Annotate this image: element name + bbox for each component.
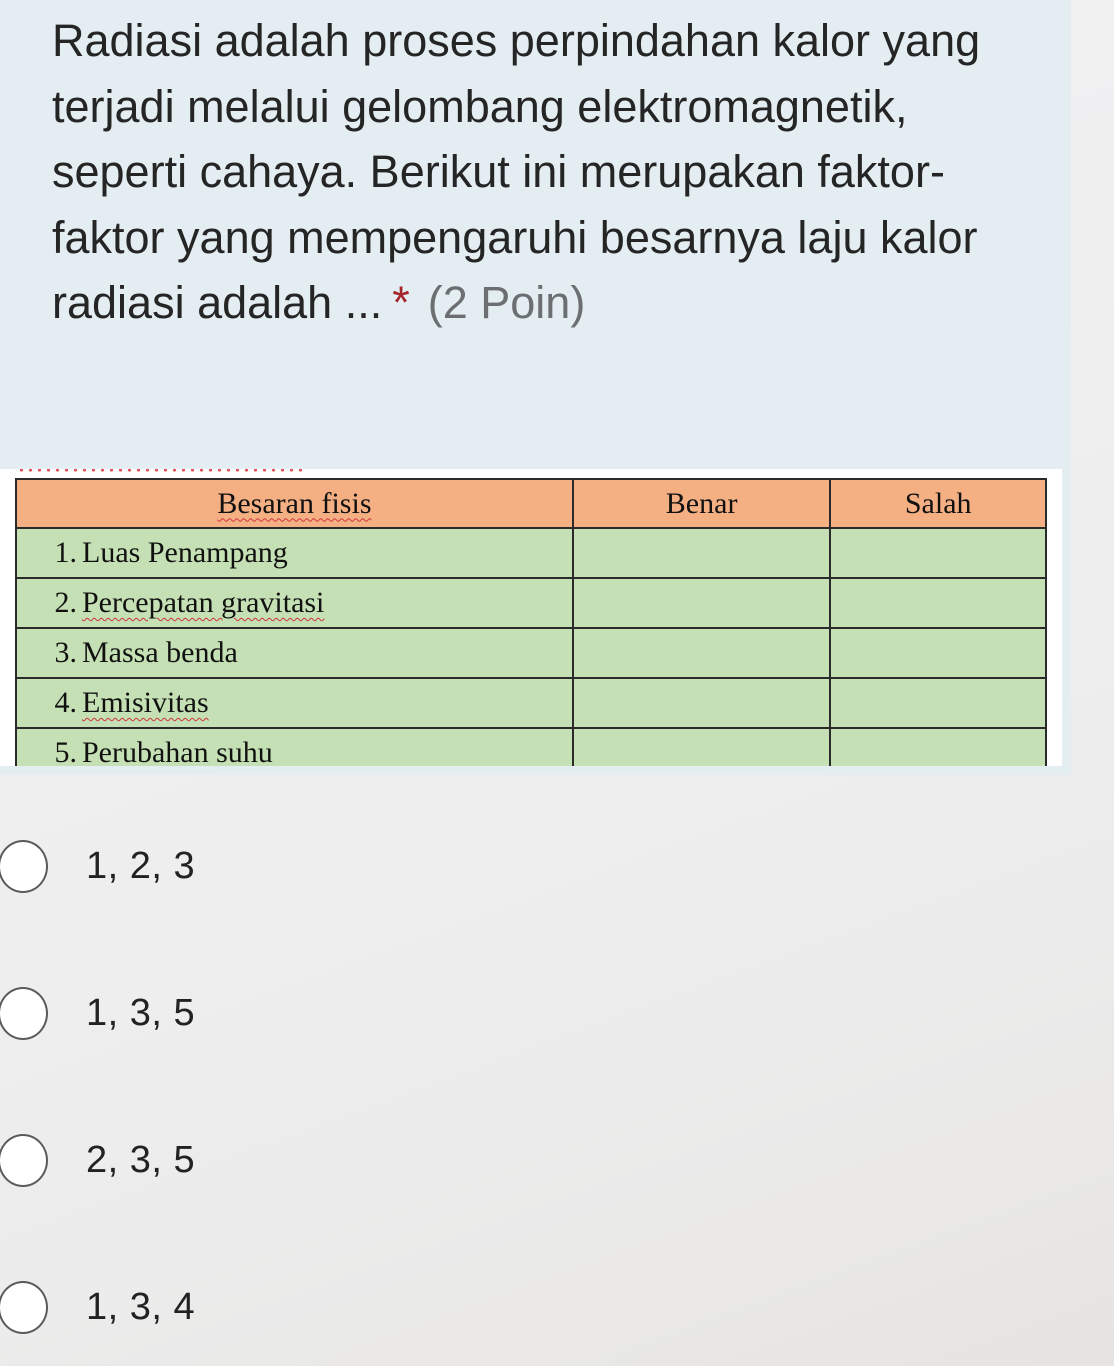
table-row (16, 628, 1046, 678)
cell-quantity: 4. Emisivitas (16, 678, 573, 728)
answer-option-3[interactable] (0, 1130, 195, 1190)
cell-salah (830, 728, 1046, 766)
table-row (16, 678, 1046, 728)
required-asterisk: * (392, 277, 410, 328)
physics-quantities-table (15, 478, 1047, 766)
cell-salah (830, 628, 1046, 678)
answer-option-2[interactable] (0, 983, 195, 1043)
table-row (16, 578, 1046, 628)
cell-quantity: 5. Perubahan suhu (16, 728, 573, 766)
header-salah: Salah (830, 479, 1046, 528)
option-label[interactable]: 1, 3, 4 (86, 1285, 196, 1328)
table-header-row (16, 479, 1046, 528)
cell-quantity: 3. Massa benda (16, 628, 573, 678)
cell-quantity: 2. Percepatan gravitasi (16, 578, 573, 628)
points-label: (2 Poin) (427, 277, 586, 328)
answer-option-1[interactable] (0, 836, 195, 896)
answer-option-4[interactable] (0, 1277, 195, 1337)
radio-button-icon[interactable] (0, 840, 48, 893)
cell-quantity: 1. Luas Penampang (16, 528, 573, 578)
cell-benar (573, 628, 831, 678)
table-row (16, 728, 1046, 766)
radio-button-icon[interactable] (0, 987, 48, 1040)
question-text: Radiasi adalah proses perpindahan kalor yang terjadi melalui gelombang elektromagnetik, seperti cahaya. Berikut ini merupakan faktor-faktor yang mempengaruhi besarnya laju kalor radiasi adalah ... (52, 15, 981, 328)
spellcheck-underline (17, 469, 302, 473)
option-label[interactable]: 1, 3, 5 (86, 991, 196, 1034)
cell-salah (830, 578, 1046, 628)
option-label[interactable]: 2, 3, 5 (86, 1138, 196, 1181)
cell-benar (573, 578, 831, 628)
table-row (16, 528, 1046, 578)
cell-benar (573, 528, 831, 578)
question-image (0, 469, 1062, 766)
cell-benar (573, 678, 831, 728)
radio-button-icon[interactable] (0, 1134, 48, 1187)
option-label[interactable]: 1, 2, 3 (86, 844, 196, 887)
radio-button-icon[interactable] (0, 1281, 48, 1334)
question-text-block (52, 8, 1032, 336)
cell-salah (830, 678, 1046, 728)
cell-benar (573, 728, 831, 766)
header-benar: Benar (573, 479, 831, 528)
cell-salah (830, 528, 1046, 578)
header-besaran-fisis: Besaran fisis (16, 479, 573, 528)
